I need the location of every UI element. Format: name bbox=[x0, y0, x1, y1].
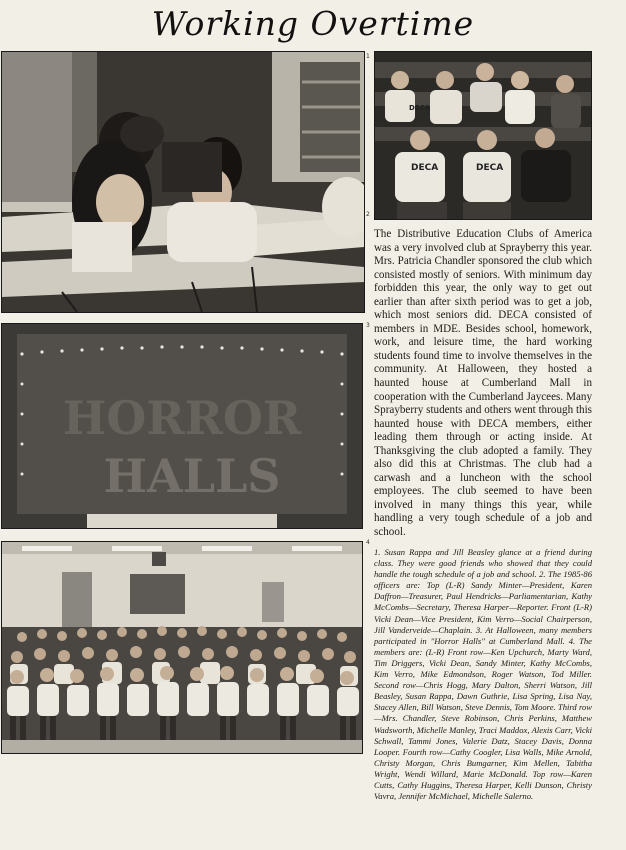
photo-number: 2 bbox=[366, 211, 370, 218]
deca-members-group-photo bbox=[1, 541, 363, 754]
sign-text: HALLS bbox=[103, 449, 281, 503]
deca-officers-photo bbox=[374, 51, 592, 220]
shirt-text: DECA bbox=[409, 104, 431, 112]
shirt-text: DECA bbox=[476, 163, 504, 173]
photo-number: 1 bbox=[366, 53, 370, 60]
photo-number: 4 bbox=[366, 539, 370, 546]
article-body: The Distributive Education Clubs of America was a very involved club at Sprayberry this year. Mrs. Patricia Chandler sponsored the club which consisted mostly of seniors. With minimum day forbidden this year, the only way to get out earlier than after sixth period was to get a job, which most seniors did. DECA consisted of members in MDE. Besides school, homework, work, and leisure time, the hard working students found time to involve themselves in the community. At Halloween, they hosted a haunted house at Cumberland Mall in cooperation with the Cumberland Jaycees. Many Sprayberry students and others went through this haunted house with DECA members, either leading them through or acting inside. At Thanksgiving the club adopted a family. They also did this at Christmas. The club had a carwash and a luncheon with the school employees. The club seemed to have been involved in many things this year, while handling a very tough schedule of a job and school. bbox=[374, 228, 592, 539]
students-in-class-photo bbox=[1, 51, 365, 313]
horror-halls-sign-photo bbox=[1, 323, 363, 529]
photo-number: 3 bbox=[366, 322, 370, 329]
svg-text:HORROR: HORROR bbox=[62, 391, 302, 445]
page-title: Working Overtime bbox=[151, 4, 475, 43]
photo-caption: 1. Susan Rappa and Jill Beasley glance at a friend during class. They were good friends who showed that they could handle the tough schedule of a job and school. 2. The 1985-86 officers are: Top (L-R) Sandy Minter—President, Karen Daffron—Treasurer, Paul Hendricks—Parliamentarian, Kathy McCombs—Secretary, Theresa Harper—Reporter. Front (L-R) Vicki Dean—Vice President, Kim Verro—Social Chairperson, Jill Vanderveide—Chaplain. 3. At Halloween, many members participated in "Horror Halls" at Cumberland Mall. 4. The members are: (L-R) Front row—Ken Upchurch, Marty Ward, Tim Driggers, Vicki Dean, Sandy Minter, Kathy McCombs, Kim Verro, Mike Edmondson, Roger Watson, Tod Miller. Second row—Chris Hogg, Mary Dalton, Sherri Watson, Jill Beasley, Susan Rappa, Dawn Guthrie, Lisa Spring, Lisa Nay, Stacey Allen, Bill Watson, Steve Dennis, Tom Moore. Third row—Mrs. Chandler, Steve Robinson, Chris Perkins, Matthew Wadsworth, Michelle Manley, Traci Maddox, Alexis Carr, Vicki Schwall, Tammi Jones, Valerie Datz, Stacey Davis, Donna Looper. Fourth row—Cathy Coogler, Lisa Walls, Mike Arnold, Christy Morgan, Chris Bumgarner, Kim Mellen, Tabitha Wright, Wendi Willard, Marie McDonald. Top row—Karen Cutts, Cathy Huggins, Theresa Harper, Kelli Dunson, Christy Vavra, Jennifer McMichael, Michelle Salerno. bbox=[374, 547, 592, 802]
shirt-text: DECA bbox=[411, 163, 439, 173]
